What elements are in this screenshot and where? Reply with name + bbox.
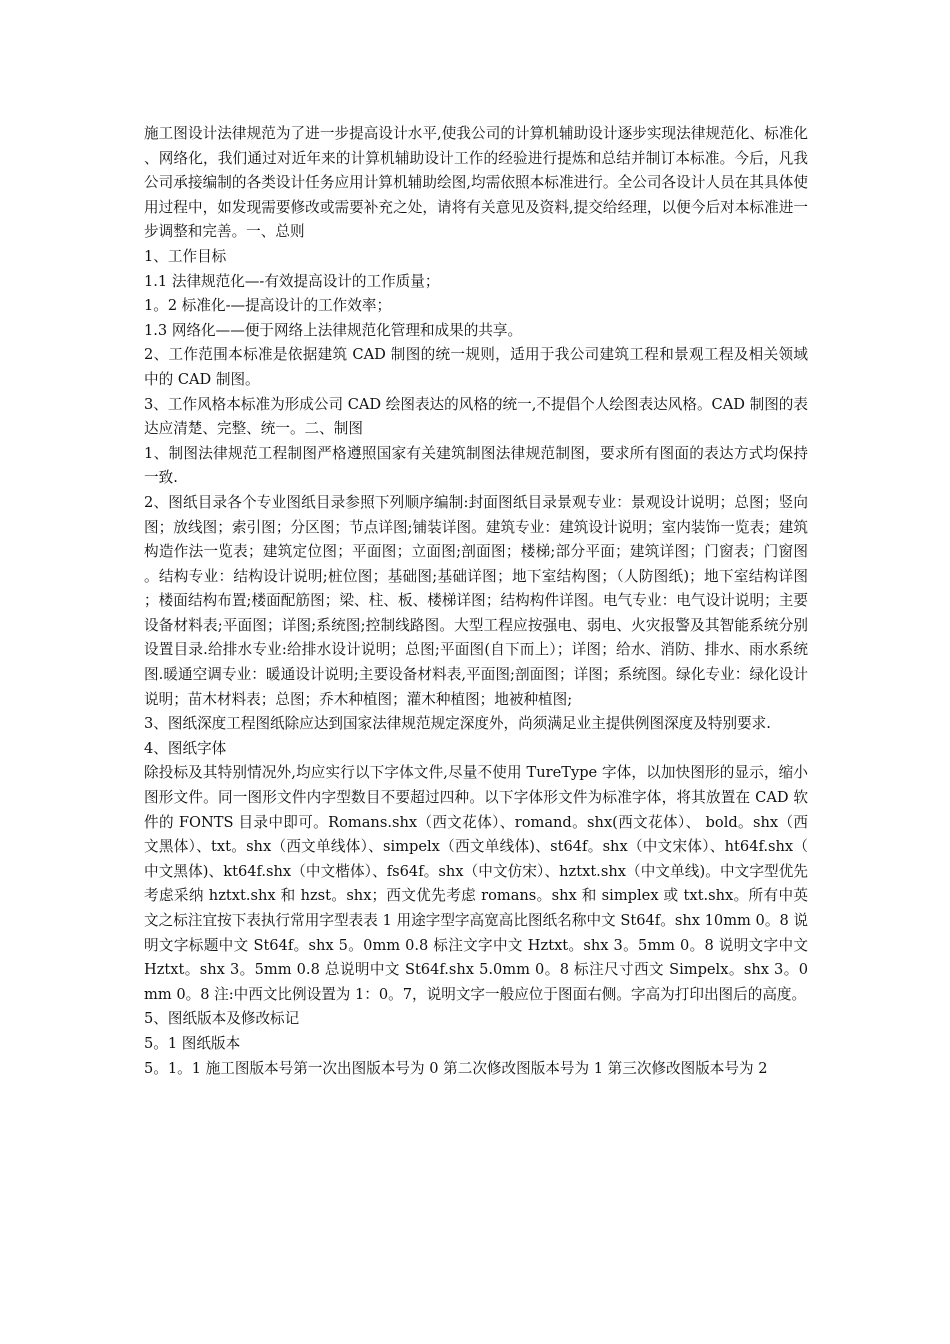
list-item-normalization: 1。2 标准化-—提高设计的工作效率；	[144, 297, 392, 315]
paragraph-version-numbers: 5。1。1 施工图版本号第一次出图版本号为 0 第二次修改图版本号为 1 第三次修改图版本号为 2	[144, 1059, 768, 1077]
list-item-standardization: 1.1 法律规范化—-有效提高设计的工作质量；	[144, 272, 440, 290]
intro-paragraph: 施工图设计法律规范为了进一步提高设计水平,使我公司的计算机辅助设计逐步实现法律规范化、标准化、网络化，我们通过对近年来的计算机辅助设计工作的经验进行提炼和总结并制订本标准。今后，凡我公司承接编制的各类设计任务应用计算机辅助绘图,均需依照本标准进行。全公司各设计人员在其具体使用过程中，如发现需要修改或需要补充之处，请将有关意见及资料,提交给经理，以便今后对本标准进一步调整和完善。一、总则	[144, 125, 808, 241]
heading-version-marks: 5、图纸版本及修改标记	[144, 1010, 300, 1028]
list-item-networking: 1.3 网络化——便于网络上法律规范化管理和成果的共享。	[144, 321, 523, 339]
paragraph-drawing-depth: 3、图纸深度工程图纸除应达到国家法律规范规定深度外，尚须满足业主提供例图深度及特别要求.	[144, 715, 771, 733]
paragraph-work-scope: 2、工作范围本标准是依据建筑 CAD 制图的统一规则，适用于我公司建筑工程和景观工程及相关领域中的 CAD 制图。	[144, 346, 808, 388]
paragraph-work-style: 3、工作风格本标准为形成公司 CAD 绘图表达的风格的统一,不提倡个人绘图表达风格。CAD 制图的表达应清楚、完整、统一。二、制图	[144, 395, 808, 438]
paragraph-drawing-standard: 1、制图法律规范工程制图严格遵照国家有关建筑制图法律规范制图，要求所有图面的表达方式均保持一致.	[144, 444, 808, 487]
heading-drawing-version: 5。1 图纸版本	[144, 1034, 241, 1052]
heading-drawing-fonts: 4、图纸字体	[144, 739, 227, 757]
heading-work-goal: 1、工作目标	[144, 247, 227, 265]
paragraph-font-rules: 除投标及其特别情况外,均应实行以下字体文件,尽量不使用 TureType 字体，以加快图形的显示，缩小图形文件。同一图形文件内字型数目不要超过四种。以下字体形文件为标准字体，将其放置在 CAD 软件的 FONTS 目录中即可。Romans.shx（西文花体）、romand。shx(西文花体）、 bold。shx（西文黑体）、txt。shx（西文单线体）、simpelx（西文单线体)、st64f。shx（中文宋体）、ht64f.shx（中文黑体)、kt64f.shx（中文楷体）、fs64f。shx（中文仿宋）、hztxt.shx（中文单线)。中文字型优先考虑采纳 hztxt.shx 和 hzst。shx；西文优先考虑 romans。shx 和 simplex 或 txt.shx。所有中英文之标注宜按下表执行常用字型表表 1 用途字型字高宽高比图纸名称中文 St64f。shx 10mm 0。8 说明文字标题中文 St64f。shx 5。0mm 0.8 标注文字中文 Hztxt。shx 3。5mm 0。8 说明文字中文 Hztxt。shx 3。5mm 0.8 总说明中文 St64f.shx 5.0mm 0。8 标注尺寸西文 Simpelx。shx 3。0mm 0。8 注:中西文比例设置为 1：0。7，说明文字一般应位于图面右侧。字高为打印出图后的高度。	[144, 764, 809, 1003]
paragraph-drawing-catalog: 2、图纸目录各个专业图纸目录参照下列顺序编制:封面图纸目录景观专业：景观设计说明；总图；竖向图；放线图；索引图；分区图；节点详图;铺装详图。建筑专业：建筑设计说明；室内装饰一览表；建筑构造作法一览表；建筑定位图；平面图；立面图;剖面图；楼梯;部分平面；建筑详图；门窗表；门窗图。结构专业：结构设计说明;桩位图；基础图;基础详图；地下室结构图；（人防图纸)；地下室结构详图；楼面结构布置;楼面配筋图；梁、柱、板、楼梯详图；结构构件详图。电气专业：电气设计说明；主要设备材料表;平面图；详图;系统图;控制线路图。大型工程应按强电、弱电、火灾报警及其智能系统分别设置目录.给排水专业:给排水设计说明；总图;平面图(自下而上）；详图；给水、消防、排水、雨水系统图.暖通空调专业：暖通设计说明;主要设备材料表,平面图;剖面图；详图；系统图。绿化专业：绿化设计说明；苗木材料表；总图；乔木种植图；灌木种植图；地被种植图;	[144, 493, 808, 708]
document-body	[144, 122, 808, 1081]
